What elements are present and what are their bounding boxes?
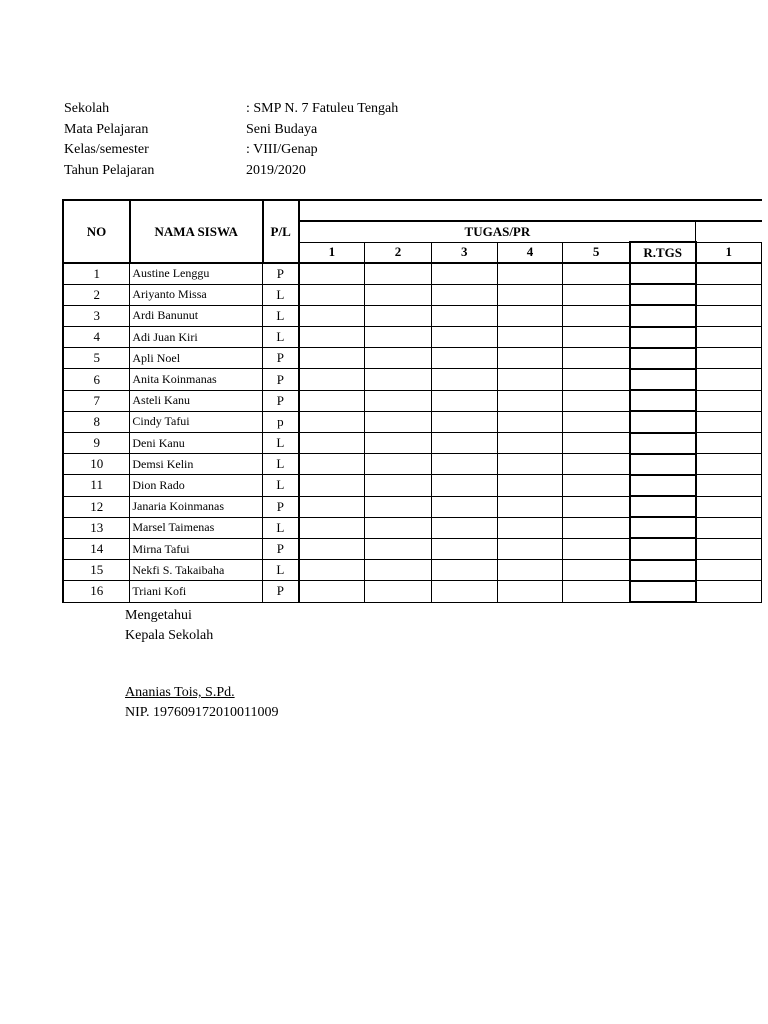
table-row <box>63 411 762 432</box>
header-spacer <box>299 200 762 221</box>
table-row <box>63 475 762 496</box>
cell-score <box>365 284 432 305</box>
cell-score <box>299 390 365 411</box>
cell-rtgs <box>630 433 696 454</box>
cell-score <box>563 538 630 559</box>
cell-name: Nekfi S. Takaibaha <box>130 560 263 581</box>
cell-score <box>431 517 497 538</box>
info-value: 2019/2020 <box>246 162 306 178</box>
cell-score <box>365 517 432 538</box>
cell-score <box>563 433 630 454</box>
cell-no: 6 <box>63 369 130 390</box>
cell-score <box>563 517 630 538</box>
header-blank <box>696 221 762 242</box>
cell-score <box>365 305 432 326</box>
cell-no: 13 <box>63 517 130 538</box>
cell-score <box>696 475 762 496</box>
cell-score <box>497 433 563 454</box>
cell-score <box>563 581 630 602</box>
cell-score <box>497 411 563 432</box>
cell-score <box>696 327 762 348</box>
cell-score <box>299 475 365 496</box>
cell-score <box>563 454 630 475</box>
cell-score <box>497 496 563 517</box>
cell-pl: L <box>263 517 299 538</box>
info-label: Tahun Pelajaran <box>64 162 155 178</box>
cell-pl: L <box>263 560 299 581</box>
cell-score <box>431 305 497 326</box>
table-row <box>63 496 762 517</box>
cell-score <box>563 475 630 496</box>
cell-score <box>365 538 432 559</box>
header-pl: P/L <box>263 200 299 263</box>
signature-line-2: Kepala Sekolah <box>125 628 214 643</box>
cell-score <box>431 369 497 390</box>
signature-nip: NIP. 197609172010011009 <box>125 705 279 720</box>
table-row <box>63 348 762 369</box>
header-tugas: TUGAS/PR <box>299 221 696 242</box>
cell-score <box>563 496 630 517</box>
cell-score <box>365 433 432 454</box>
table-row <box>63 454 762 475</box>
cell-score <box>431 348 497 369</box>
cell-pl: L <box>263 284 299 305</box>
cell-pl: P <box>263 538 299 559</box>
cell-score <box>563 305 630 326</box>
cell-pl: P <box>263 390 299 411</box>
table-row <box>63 560 762 581</box>
cell-pl: P <box>263 263 299 284</box>
grade-sheet <box>62 199 733 599</box>
cell-pl: L <box>263 327 299 348</box>
cell-rtgs <box>630 284 696 305</box>
cell-name: Adi Juan Kiri <box>130 327 263 348</box>
cell-pl: L <box>263 305 299 326</box>
cell-rtgs <box>630 538 696 559</box>
cell-score <box>497 538 563 559</box>
cell-score <box>299 263 365 284</box>
table-row <box>63 517 762 538</box>
cell-score <box>365 327 432 348</box>
cell-score <box>299 538 365 559</box>
cell-rtgs <box>630 369 696 390</box>
cell-score <box>299 411 365 432</box>
cell-name: Anita Koinmanas <box>130 369 263 390</box>
cell-score <box>696 263 762 284</box>
cell-score <box>497 263 563 284</box>
cell-score <box>299 517 365 538</box>
cell-score <box>365 496 432 517</box>
cell-score <box>497 560 563 581</box>
cell-score <box>299 305 365 326</box>
cell-score <box>365 560 432 581</box>
cell-name: Mirna Tafui <box>130 538 263 559</box>
cell-score <box>497 475 563 496</box>
cell-pl: L <box>263 454 299 475</box>
info-value: Seni Budaya <box>246 121 318 137</box>
cell-score <box>431 284 497 305</box>
cell-name: Dion Rado <box>130 475 263 496</box>
cell-name: Cindy Tafui <box>130 411 263 432</box>
cell-score <box>431 411 497 432</box>
cell-score <box>497 305 563 326</box>
cell-score <box>365 390 432 411</box>
info-label: Mata Pelajaran <box>64 121 149 137</box>
cell-score <box>497 517 563 538</box>
cell-rtgs <box>630 475 696 496</box>
cell-score <box>497 390 563 411</box>
cell-rtgs <box>630 305 696 326</box>
cell-score <box>563 411 630 432</box>
signature-line-1: Mengetahui <box>125 608 192 623</box>
cell-score <box>696 517 762 538</box>
table-row <box>63 538 762 559</box>
cell-score <box>497 581 563 602</box>
cell-no: 2 <box>63 284 130 305</box>
table-row <box>63 263 762 284</box>
cell-score <box>299 581 365 602</box>
cell-score <box>497 327 563 348</box>
cell-score <box>431 390 497 411</box>
table-row <box>63 305 762 326</box>
cell-score <box>696 348 762 369</box>
table-row <box>63 284 762 305</box>
cell-name: Austine Lenggu <box>130 263 263 284</box>
cell-no: 7 <box>63 390 130 411</box>
signature-name: Ananias Tois, S.Pd. <box>125 685 235 700</box>
cell-score <box>431 475 497 496</box>
cell-score <box>431 581 497 602</box>
cell-score <box>563 263 630 284</box>
cell-score <box>696 454 762 475</box>
cell-score <box>696 305 762 326</box>
cell-score <box>365 263 432 284</box>
info-label: Sekolah <box>64 101 110 116</box>
header-rtgs: R.TGS <box>630 242 696 263</box>
cell-no: 8 <box>63 411 130 432</box>
cell-score <box>431 560 497 581</box>
cell-score <box>299 327 365 348</box>
cell-pl: P <box>263 496 299 517</box>
cell-score <box>563 390 630 411</box>
cell-score <box>299 560 365 581</box>
info-value: : SMP N. 7 Fatuleu Tengah <box>246 101 399 116</box>
header-no: NO <box>63 200 130 263</box>
cell-no: 1 <box>63 263 130 284</box>
cell-name: Deni Kanu <box>130 433 263 454</box>
header-tugas-1: 1 <box>299 242 365 263</box>
cell-rtgs <box>630 454 696 475</box>
cell-score <box>563 348 630 369</box>
cell-name: Triani Kofi <box>130 581 263 602</box>
cell-score <box>696 560 762 581</box>
cell-rtgs <box>630 581 696 602</box>
cell-no: 4 <box>63 327 130 348</box>
cell-score <box>299 284 365 305</box>
cell-score <box>696 581 762 602</box>
cell-score <box>299 348 365 369</box>
table-row <box>63 581 762 602</box>
cell-rtgs <box>630 263 696 284</box>
cell-score <box>696 284 762 305</box>
header-tugas-4: 4 <box>497 242 563 263</box>
cell-no: 15 <box>63 560 130 581</box>
cell-score <box>696 369 762 390</box>
cell-score <box>431 263 497 284</box>
table-row <box>63 327 762 348</box>
cell-score <box>696 496 762 517</box>
table-row <box>63 369 762 390</box>
cell-pl: P <box>263 369 299 390</box>
cell-score <box>497 454 563 475</box>
cell-score <box>696 390 762 411</box>
cell-score <box>365 348 432 369</box>
grade-table <box>62 199 762 603</box>
cell-score <box>563 560 630 581</box>
cell-no: 14 <box>63 538 130 559</box>
cell-rtgs <box>630 390 696 411</box>
cell-pl: p <box>263 411 299 432</box>
cell-score <box>497 284 563 305</box>
cell-score <box>563 369 630 390</box>
cell-no: 5 <box>63 348 130 369</box>
header-tugas-2: 2 <box>365 242 432 263</box>
cell-score <box>299 496 365 517</box>
cell-name: Marsel Taimenas <box>130 517 263 538</box>
cell-score <box>365 454 432 475</box>
cell-score <box>365 475 432 496</box>
info-value: : VIII/Genap <box>246 142 318 157</box>
header-next-1: 1 <box>696 242 762 263</box>
cell-rtgs <box>630 517 696 538</box>
cell-score <box>563 327 630 348</box>
cell-name: Apli Noel <box>130 348 263 369</box>
cell-no: 10 <box>63 454 130 475</box>
cell-rtgs <box>630 327 696 348</box>
cell-name: Janaria Koinmanas <box>130 496 263 517</box>
cell-score <box>563 284 630 305</box>
cell-score <box>497 369 563 390</box>
cell-score <box>431 327 497 348</box>
cell-name: Demsi Kelin <box>130 454 263 475</box>
cell-score <box>299 369 365 390</box>
cell-score <box>696 411 762 432</box>
cell-name: Asteli Kanu <box>130 390 263 411</box>
cell-pl: P <box>263 348 299 369</box>
cell-name: Ardi Banunut <box>130 305 263 326</box>
table-row <box>63 390 762 411</box>
cell-score <box>497 348 563 369</box>
header-tugas-5: 5 <box>563 242 630 263</box>
cell-score <box>696 538 762 559</box>
cell-score <box>696 433 762 454</box>
cell-score <box>365 411 432 432</box>
cell-pl: P <box>263 581 299 602</box>
cell-no: 3 <box>63 305 130 326</box>
cell-score <box>299 454 365 475</box>
cell-no: 12 <box>63 496 130 517</box>
cell-rtgs <box>630 560 696 581</box>
cell-score <box>299 433 365 454</box>
cell-score <box>431 433 497 454</box>
cell-pl: L <box>263 475 299 496</box>
signature-block <box>125 606 279 723</box>
cell-pl: L <box>263 433 299 454</box>
cell-name: Ariyanto Missa <box>130 284 263 305</box>
cell-rtgs <box>630 496 696 517</box>
header-name: NAMA SISWA <box>130 200 263 263</box>
cell-no: 9 <box>63 433 130 454</box>
cell-score <box>365 369 432 390</box>
info-label: Kelas/semester <box>64 142 149 157</box>
cell-rtgs <box>630 348 696 369</box>
cell-score <box>431 496 497 517</box>
cell-no: 11 <box>63 475 130 496</box>
cell-no: 16 <box>63 581 130 602</box>
cell-score <box>431 538 497 559</box>
header-tugas-3: 3 <box>431 242 497 263</box>
cell-score <box>431 454 497 475</box>
cell-score <box>365 581 432 602</box>
table-row <box>63 433 762 454</box>
cell-rtgs <box>630 411 696 432</box>
